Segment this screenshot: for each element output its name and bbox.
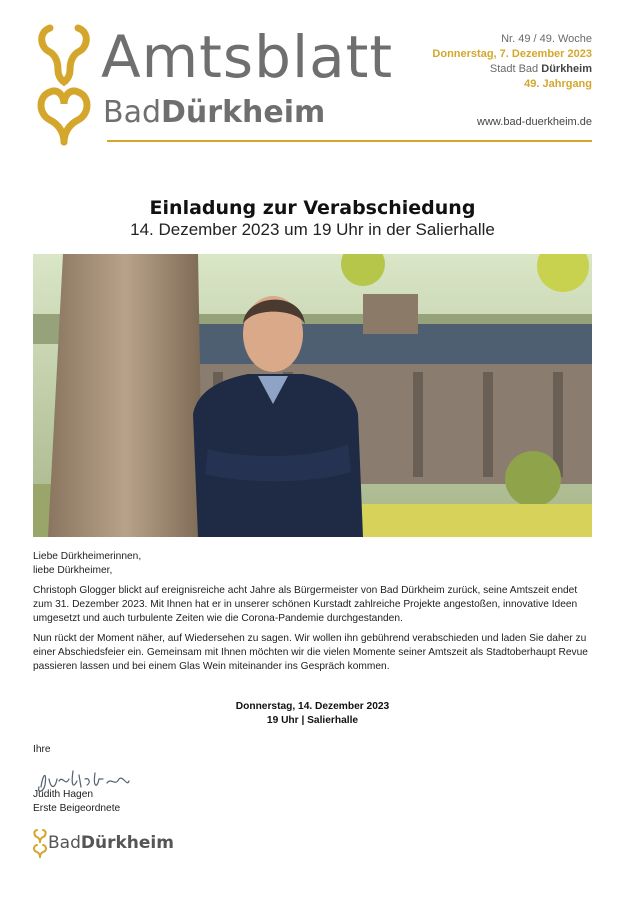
footer-logo-light: Bad	[48, 833, 81, 853]
footer-logo-icon	[33, 828, 47, 858]
header-divider	[107, 140, 592, 142]
issue-city-bold: Dürkheim	[541, 63, 592, 75]
city-logo-icon	[36, 22, 92, 148]
signer-name: Judith Hagen	[33, 789, 94, 800]
issue-number: Nr. 49 / 49. Woche	[501, 33, 592, 45]
issue-volume: 49. Jahrgang	[524, 78, 592, 90]
greeting-line-1: Liebe Dürkheimerinnen,	[33, 551, 142, 562]
masthead-subtitle-bold: Dürkheim	[161, 95, 326, 130]
letter-paragraph-2: Nun rückt der Moment näher, auf Wiedersehen zu sagen. Wir wollen ihn gebührend verabschieden und laden Sie daher zu einer Abschiedsfeier ein. Gemeinsam mit Ihnen möchten wir die vielen Momente seiner Amtszeit als Stadtoberhaupt Revue passieren lassen und bei einem Glas Wein miteinander ins Gespräch kommen.	[33, 633, 588, 672]
issue-date: Donnerstag, 7. Dezember 2023	[432, 48, 592, 60]
event-place: 19 Uhr | Salierhalle	[266, 715, 359, 726]
masthead-title: Amtsblatt	[101, 23, 394, 91]
letter-body	[33, 550, 595, 680]
issue-meta	[432, 32, 592, 92]
article-headline: Einladung zur Verabschiedung	[149, 197, 476, 219]
footer-logo-text	[48, 833, 174, 853]
website-link[interactable]: www.bad-duerkheim.de	[477, 116, 592, 128]
signer-role: Erste Beigeordnete	[33, 803, 121, 814]
mayor-photo	[33, 254, 592, 537]
issue-city	[432, 62, 592, 77]
masthead-subtitle	[103, 93, 325, 133]
issue-city-prefix: Stadt Bad	[489, 63, 539, 75]
masthead-subtitle-light: Bad	[103, 95, 162, 130]
article-subheadline: 14. Dezember 2023 um 19 Uhr in der Salierhalle	[130, 220, 495, 239]
greeting-line-2: liebe Dürkheimer,	[33, 565, 113, 576]
letter-paragraph-1: Christoph Glogger blickt auf ereignisreiche acht Jahre als Bürgermeister von Bad Dürkheim zurück, seine Amtszeit endet zum 31. Dezember 2023. Mit Ihnen hat er in unserer schönen Kurstadt zahlreiche Projekte angestoßen, innovative Ideen umgesetzt und auch turbulente Zeiten wie die Corona-Pandemie durchgestanden.	[33, 585, 578, 624]
closing-word: Ihre	[33, 744, 51, 755]
event-date: Donnerstag, 14. Dezember 2023	[235, 701, 390, 712]
event-details	[0, 700, 625, 728]
footer-logo-bold: Dürkheim	[80, 833, 174, 853]
